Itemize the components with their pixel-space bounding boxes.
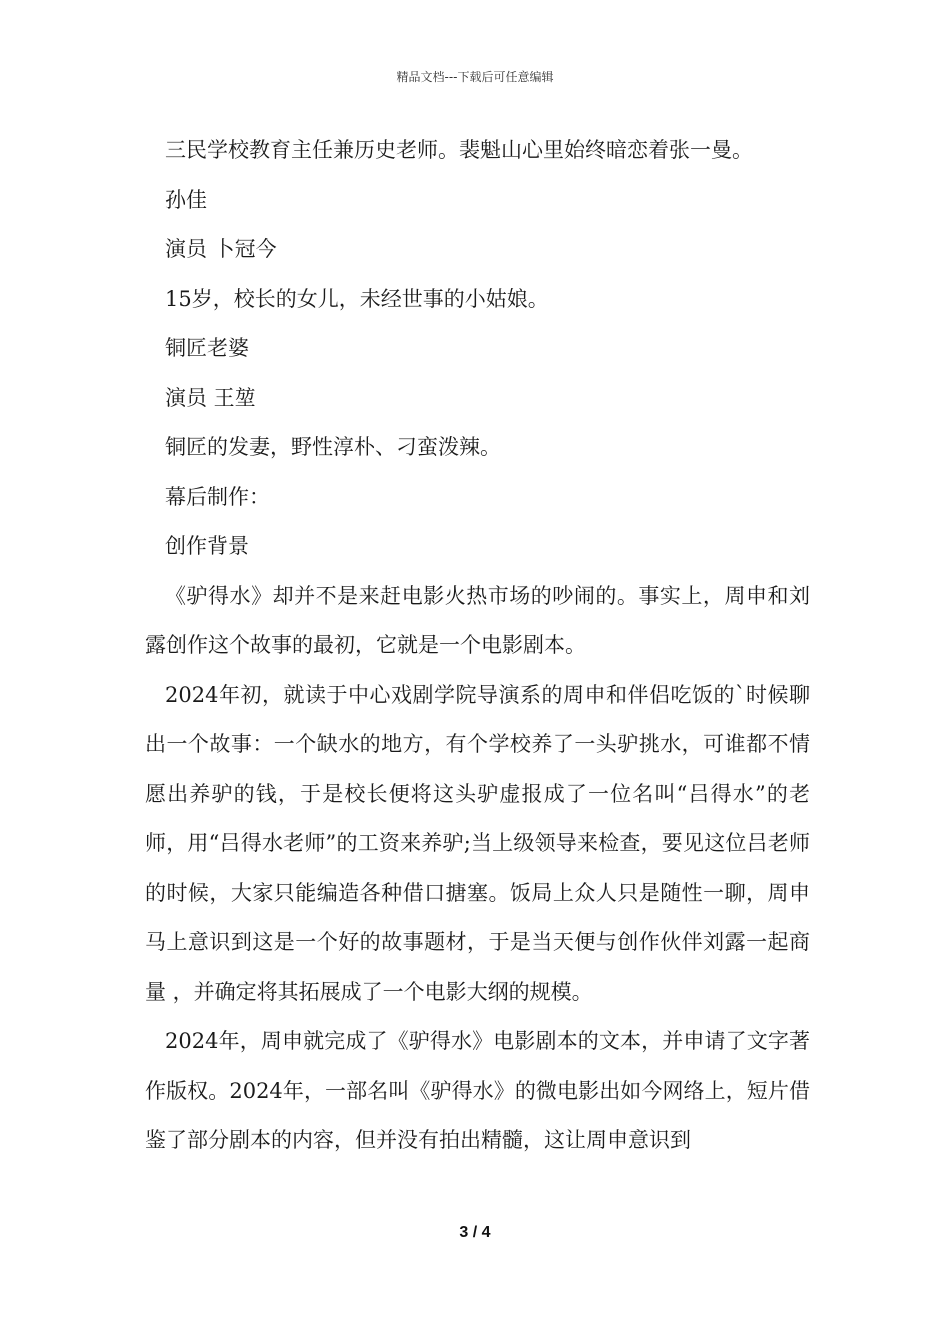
document-body: [145, 126, 810, 1166]
paragraph-coppersmith-wife-description: 铜匠的发妻，野性淳朴、刁蛮泼辣。: [165, 435, 501, 459]
actor-line-coppersmith-wife: 演员 王堃: [165, 385, 256, 410]
actor-line-sunjia: 演员 卜冠今: [165, 237, 277, 261]
paragraph-script-copyright: 2024年，周申就完成了《驴得水》电影剧本的文本，并申请了文字著作版权。2024年，一部名叫《驴得水》的微电影出如今网络上，短片借鉴了部分剧本的内容，但并没有拍出精髓，这让周申意识到: [145, 1029, 810, 1152]
paragraph-teacher-description: 三民学校教育主任兼历史老师。裴魁山心里始终暗恋着张一曼。: [165, 138, 753, 162]
section-heading-production: 幕后制作：: [165, 484, 270, 509]
paragraph-sunjia-description: 15岁，校长的女儿，未经世事的小姑娘。: [165, 286, 549, 311]
section-heading-background: 创作背景: [165, 534, 249, 558]
page-header: 精品文档---下载后可任意编辑: [396, 70, 554, 84]
character-name-sunjia: 孙佳: [165, 187, 207, 212]
paragraph-story-origin: 2024年初，就读于中心戏剧学院导演系的周申和伴侣吃饭的`时候聊出一个故事：一个缺水的地方，有个学校养了一头驴挑水，可谁都不情愿出养驴的钱，于是校长便将这头驴虚报成了一位名叫“吕得水”的老师，用“吕得水老师”的工资来养驴;当上级领导来检查，要见这位吕老师的时候，大家只能编造各种借口搪塞。饭局上众人只是随性一聊，周申马上意识到这是一个好的故事题材，于是当天便与创作伙伴刘露一起商量 ，并确定将其拓展成了一个电影大纲的规模。: [145, 682, 810, 1004]
character-name-coppersmith-wife: 铜匠老婆: [165, 336, 249, 360]
paragraph-background-intro: 《驴得水》却并不是来赶电影火热市场的吵闹的。事实上，周申和刘露创作这个故事的最初，它就是一个电影剧本。: [145, 583, 810, 657]
page-number: 3 / 4: [459, 1224, 491, 1241]
